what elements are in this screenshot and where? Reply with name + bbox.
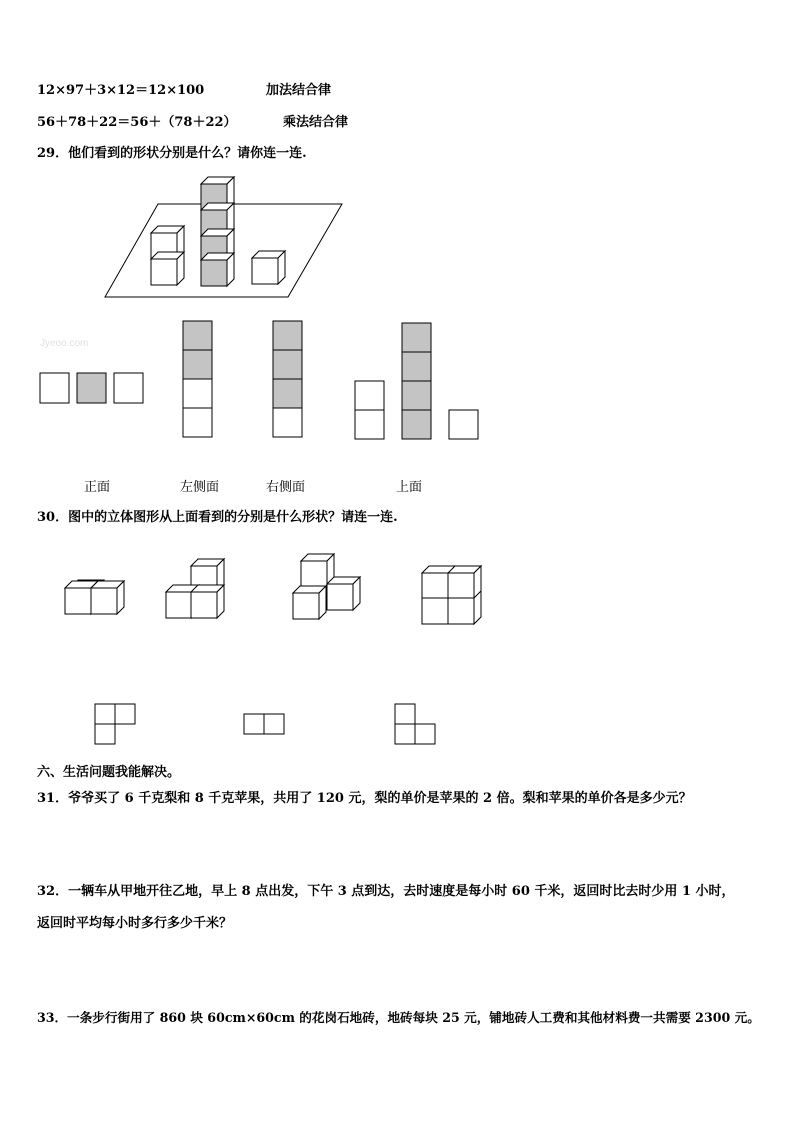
- left-stack: [151, 226, 184, 285]
- label-right-side: 右侧面: [266, 480, 306, 495]
- statement-1-law: 加法结合律: [266, 83, 332, 98]
- q30-solid-3: [293, 554, 360, 619]
- section-6-title: 六、生活问题我能解决。: [37, 765, 181, 780]
- q30-top-view-1[interactable]: [95, 704, 135, 744]
- question-32-line-2: 返回时平均每小时多行多少千米？: [37, 916, 233, 931]
- view-option-2[interactable]: [183, 321, 212, 437]
- statement-1-expression: 12×97＋3×12＝12×100: [37, 83, 205, 98]
- question-33-text: 33．一条步行街用了 860 块 60cm×60cm 的花岗石地砖，地砖每块 25 元，铺地砖人工费和其他材料费一共需要 2300 元。: [37, 1010, 760, 1025]
- label-front: 正面: [84, 480, 111, 495]
- q29-scene: [105, 177, 342, 297]
- single-cube: [252, 251, 285, 284]
- q30-top-view-3[interactable]: [395, 704, 435, 744]
- statement-2-expression: 56＋78＋22＝56＋（78＋22）: [37, 115, 237, 130]
- question-30-text: 30．图中的立体图形从上面看到的分别是什么形状？请连一连.: [37, 510, 398, 525]
- watermark: Jyeoo.com: [40, 338, 89, 349]
- label-left-side: 左侧面: [180, 480, 220, 495]
- q30-solid-1: [65, 580, 124, 614]
- label-top: 上面: [396, 480, 423, 495]
- question-29-text: 29．他们看到的形状分别是什么？请你连一连.: [37, 146, 307, 161]
- view-option-4[interactable]: [355, 323, 478, 439]
- q30-solid-4: [422, 566, 481, 624]
- view-option-1[interactable]: [40, 373, 143, 403]
- q30-top-view-2[interactable]: [244, 714, 284, 734]
- view-option-3[interactable]: [273, 321, 302, 437]
- statement-2-law: 乘法结合律: [283, 115, 349, 130]
- question-32-line-1: 32．一辆车从甲地开往乙地，早上 8 点出发，下午 3 点到达，去时速度是每小时 60 千米，返回时比去时少用 1 小时，: [37, 884, 735, 899]
- tall-stack: [201, 177, 234, 286]
- q30-solid-2: [166, 559, 224, 618]
- question-31-text: 31．爷爷买了 6 千克梨和 8 千克苹果，共用了 120 元，梨的单价是苹果的 2 倍。梨和苹果的单价各是多少元？: [37, 791, 692, 806]
